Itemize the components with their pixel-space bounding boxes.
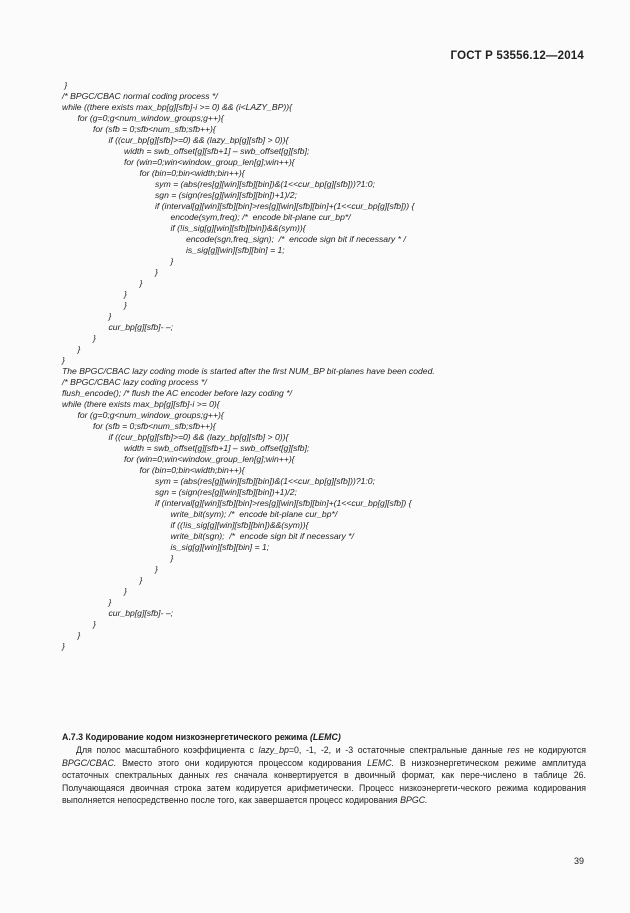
code-line: for (bin=0;bin<width;bin++){ bbox=[139, 465, 245, 475]
code-line: } bbox=[93, 333, 96, 343]
code-line: } bbox=[62, 641, 65, 651]
section-title: Кодирование кодом низкоэнергетического режима bbox=[85, 732, 310, 742]
code-line: while ((there exists max_bp[g][sfb]-i >= 0) && (i<LAZY_BP)){ bbox=[62, 102, 292, 112]
italic-term: res bbox=[507, 745, 520, 756]
section-title-abbr: (LEMC) bbox=[310, 732, 341, 742]
code-line: for (bin=0;bin<width;bin++){ bbox=[139, 168, 245, 178]
code-line: for (sfb = 0;sfb<num_sfb;sfb++){ bbox=[93, 421, 216, 431]
code-line: } bbox=[77, 630, 81, 640]
code-line: cur_bp[g][sfb]- –; bbox=[108, 608, 173, 618]
code-line: } bbox=[93, 619, 96, 629]
code-line: write_bit(sgn); /* encode sign bit if necessary */ bbox=[170, 531, 354, 541]
page-number: 39 bbox=[573, 856, 584, 866]
code-line: for (g=0;g<num_window_groups;g++){ bbox=[77, 113, 224, 123]
italic-term: BPGC/CBAC. bbox=[62, 757, 117, 768]
italic-term: LEMC. bbox=[367, 757, 395, 768]
code-line: } bbox=[170, 256, 174, 266]
code-line: is_sig[g][win][sfb][bin] = 1; bbox=[170, 542, 270, 552]
code-line: write_bit(sym); /* encode bit-plane cur_bp*/ bbox=[170, 509, 338, 519]
code-line: } bbox=[139, 575, 143, 585]
paragraph-text: сначала конвертируется в двоичный формат, как пере-числено в таблице 26. Получающаяся двоичная строка затем кодируется арифметически. Процесс низкоэнергети-ческого режима кодирования выполняется непосредственно после того, как завершается процесс кодирования bbox=[62, 770, 586, 806]
code-line: if ((cur_bp[g][sfb]>=0) && (lazy_bp[g][sfb] > 0)){ bbox=[108, 432, 289, 442]
code-line: encode(sgn,freq_sign); /* encode sign bit if necessary * / bbox=[186, 234, 406, 244]
document-header: ГОСТ Р 53556.12—2014 bbox=[450, 50, 584, 62]
code-line: width = swb_offset[g][sfb+1] – swb_offset[g][sfb]; bbox=[124, 146, 310, 156]
code-line: } bbox=[108, 597, 112, 607]
code-line: if ((!is_sig[g][win][sfb][bin])&&(sym)){ bbox=[170, 520, 309, 530]
code-line: The BPGC/CBAC lazy coding mode is started after the first NUM_BP bit-planes have been coded. bbox=[62, 366, 435, 376]
code-line: is_sig[g][win][sfb][bin] = 1; bbox=[186, 245, 285, 255]
code-line: if ((cur_bp[g][sfb]>=0) && (lazy_bp[g][sfb] > 0)){ bbox=[108, 135, 289, 145]
code-line: } bbox=[108, 311, 112, 321]
code-line: } bbox=[62, 80, 68, 90]
paragraph-text: не кодируются bbox=[519, 745, 586, 756]
code-line: /* BPGC/CBAC lazy coding process */ bbox=[62, 377, 207, 387]
code-line: } bbox=[124, 300, 127, 310]
italic-term: res bbox=[215, 770, 228, 781]
paragraph-text: В низкоэнергетическом режиме амплитуда остаточных спектральных данных bbox=[62, 757, 586, 781]
italic-term: lazy_bp bbox=[258, 745, 289, 756]
code-line: for (win=0;win<window_group_len[g];win++){ bbox=[124, 157, 295, 167]
paragraph-text: Вместо этого они кодируются процессом кодирования bbox=[116, 757, 368, 768]
code-line: } bbox=[170, 553, 174, 563]
code-line: /* BPGC/CBAC normal coding process */ bbox=[62, 91, 218, 101]
code-line: } bbox=[62, 355, 65, 365]
code-line: } bbox=[124, 586, 127, 596]
code-line: if (!is_sig[g][win][sfb][bin])&&(sym)){ bbox=[170, 223, 306, 233]
code-line: sym = (abs(res[g][win][sfb][bin])&(1<<cur_bp[g][sfb]))?1:0; bbox=[155, 179, 375, 189]
code-line: sgn = (sign(res[g][win][sfb][bin])+1)/2; bbox=[155, 190, 297, 200]
code-line: cur_bp[g][sfb]- –; bbox=[108, 322, 173, 332]
code-line: } bbox=[124, 289, 127, 299]
code-line: } bbox=[77, 344, 81, 354]
code-line: flush_encode(); /* flush the AC encoder before lazy coding */ bbox=[62, 388, 292, 398]
paragraph-text: Для полос масштабного коэффициента с bbox=[76, 745, 259, 756]
code-line: sym = (abs(res[g][win][sfb][bin])&(1<<cur_bp[g][sfb]))?1:0; bbox=[155, 476, 375, 486]
code-line: if (interval[g][win][sfb][bin]>res[g][win][sfb][bin]+(1<<cur_bp[g][sfb]) { bbox=[155, 498, 412, 508]
section-paragraph bbox=[62, 744, 586, 806]
section-a-7-3 bbox=[62, 731, 586, 806]
code-line: sgn = (sign(res[g][win][sfb][bin])+1)/2; bbox=[155, 487, 297, 497]
section-number: А.7.3 bbox=[62, 732, 84, 742]
code-line: } bbox=[155, 267, 158, 277]
code-line: } bbox=[139, 278, 143, 288]
code-line: if (interval[g][win][sfb][bin]>res[g][win][sfb][bin]+(1<<cur_bp[g][sfb])) { bbox=[155, 201, 415, 211]
code-line: } bbox=[155, 564, 158, 574]
code-line: width = swb_offset[g][sfb+1] – swb_offset[g][sfb]; bbox=[124, 443, 310, 453]
code-line: for (win=0;win<window_group_len[g];win++){ bbox=[124, 454, 295, 464]
italic-term: BPGC. bbox=[400, 795, 428, 806]
code-line: for (sfb = 0;sfb<num_sfb;sfb++){ bbox=[93, 124, 216, 134]
code-line: while (there exists max_bp[g][sfb]-i >= 0){ bbox=[62, 399, 220, 409]
code-line: encode(sym,freq); /* encode bit-plane cur_bp*/ bbox=[170, 212, 351, 222]
paragraph-text: =0, -1, -2, и -3 остаточные спектральные данные bbox=[288, 745, 508, 756]
section-heading bbox=[62, 731, 586, 743]
code-line: for (g=0;g<num_window_groups;g++){ bbox=[77, 410, 224, 420]
